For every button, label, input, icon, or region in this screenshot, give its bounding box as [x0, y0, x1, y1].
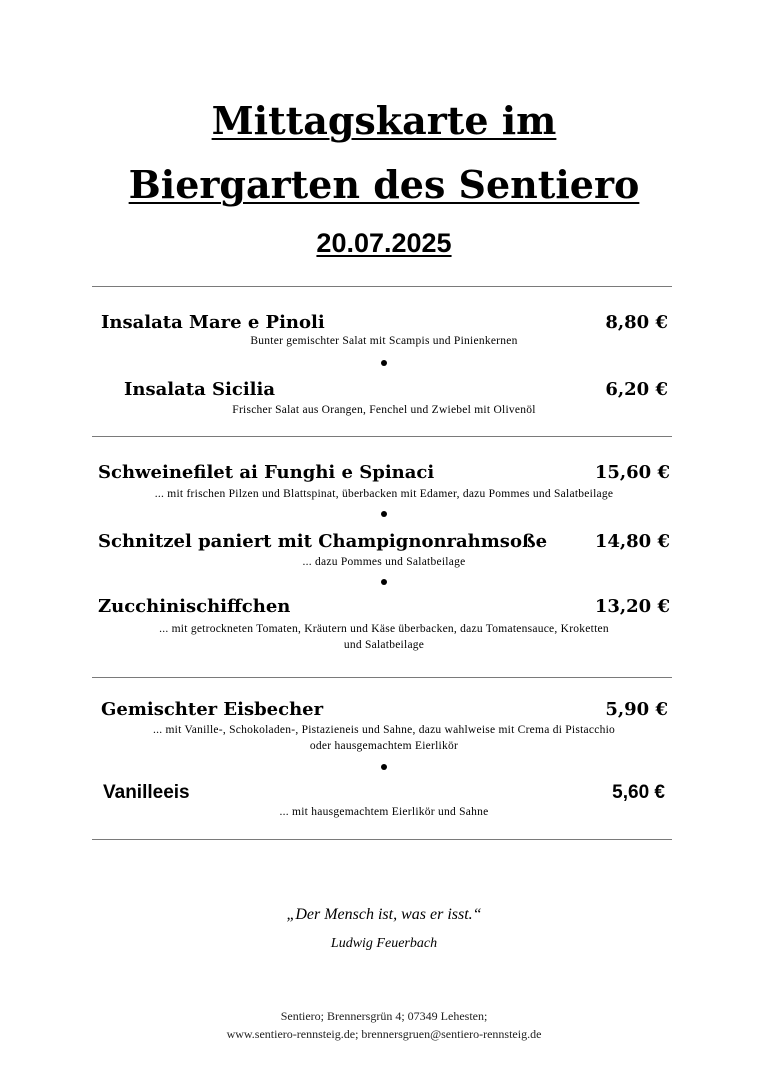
bullet-separator — [381, 360, 387, 366]
menu-item-price: 14,80 € — [594, 531, 670, 552]
section-divider — [92, 839, 672, 840]
menu-item-price: 6,20 € — [605, 379, 668, 400]
menu-item-price: 13,20 € — [594, 596, 670, 617]
page-title-line-2: Biergarten des Sentiero — [128, 162, 640, 207]
menu-item-name: Insalata Mare e Pinoli — [101, 312, 325, 333]
page-title-line-1: Mittagskarte im — [211, 98, 557, 143]
menu-item-price: 5,90 € — [605, 699, 668, 720]
menu-item-name: Schweinefilet ai Funghi e Spinaci — [98, 462, 435, 483]
menu-item-description: und Salatbeilage — [343, 639, 425, 651]
bullet-separator — [381, 511, 387, 517]
menu-item-description: oder hausgemachtem Eierlikör — [309, 740, 459, 752]
section-divider — [92, 286, 672, 287]
menu-item-name: Gemischter Eisbecher — [101, 699, 324, 720]
menu-item-price: 5,60 € — [612, 782, 665, 803]
menu-item-description: ... dazu Pommes und Salatbeilage — [302, 556, 466, 568]
quote-text: „Der Mensch ist, was er isst.“ — [286, 906, 482, 923]
section-divider — [92, 436, 672, 437]
menu-item-price: 8,80 € — [605, 312, 668, 333]
menu-item-description: ... mit getrockneten Tomaten, Kräutern und Käse überbacken, dazu Tomatensauce, Kroketten — [159, 623, 609, 635]
bullet-separator — [381, 579, 387, 585]
bullet-separator — [381, 764, 387, 770]
menu-item-description: ... mit Vanille-, Schokoladen-, Pistazieneis und Sahne, dazu wahlweise mit Crema di Pistacchio — [152, 724, 616, 736]
menu-item-price: 15,60 € — [594, 462, 670, 483]
menu-date: 20.07.2025 — [316, 228, 452, 258]
footer-contact: www.sentiero-rennsteig.de; brennersgruen@sentiero-rennsteig.de — [226, 1027, 542, 1041]
menu-item-name: Insalata Sicilia — [124, 379, 276, 400]
menu-item-name: Zucchinischiffchen — [98, 596, 291, 617]
quote-author: Ludwig Feuerbach — [330, 936, 438, 951]
menu-item-description: Frischer Salat aus Orangen, Fenchel und Zwiebel mit Olivenöl — [232, 404, 536, 416]
menu-item-name: Vanilleeis — [103, 782, 190, 803]
menu-item-description: Bunter gemischter Salat mit Scampis und Pinienkernen — [250, 335, 518, 347]
footer-address: Sentiero; Brennersgrün 4; 07349 Lehesten; — [280, 1009, 488, 1023]
menu-item-name: Schnitzel paniert mit Champignonrahmsoße — [98, 531, 548, 552]
section-divider — [92, 677, 672, 678]
menu-item-description: ... mit hausgemachtem Eierlikör und Sahne — [279, 806, 489, 818]
menu-item-description: ... mit frischen Pilzen und Blattspinat, überbacken mit Edamer, dazu Pommes und Salatbeilage — [154, 488, 614, 500]
